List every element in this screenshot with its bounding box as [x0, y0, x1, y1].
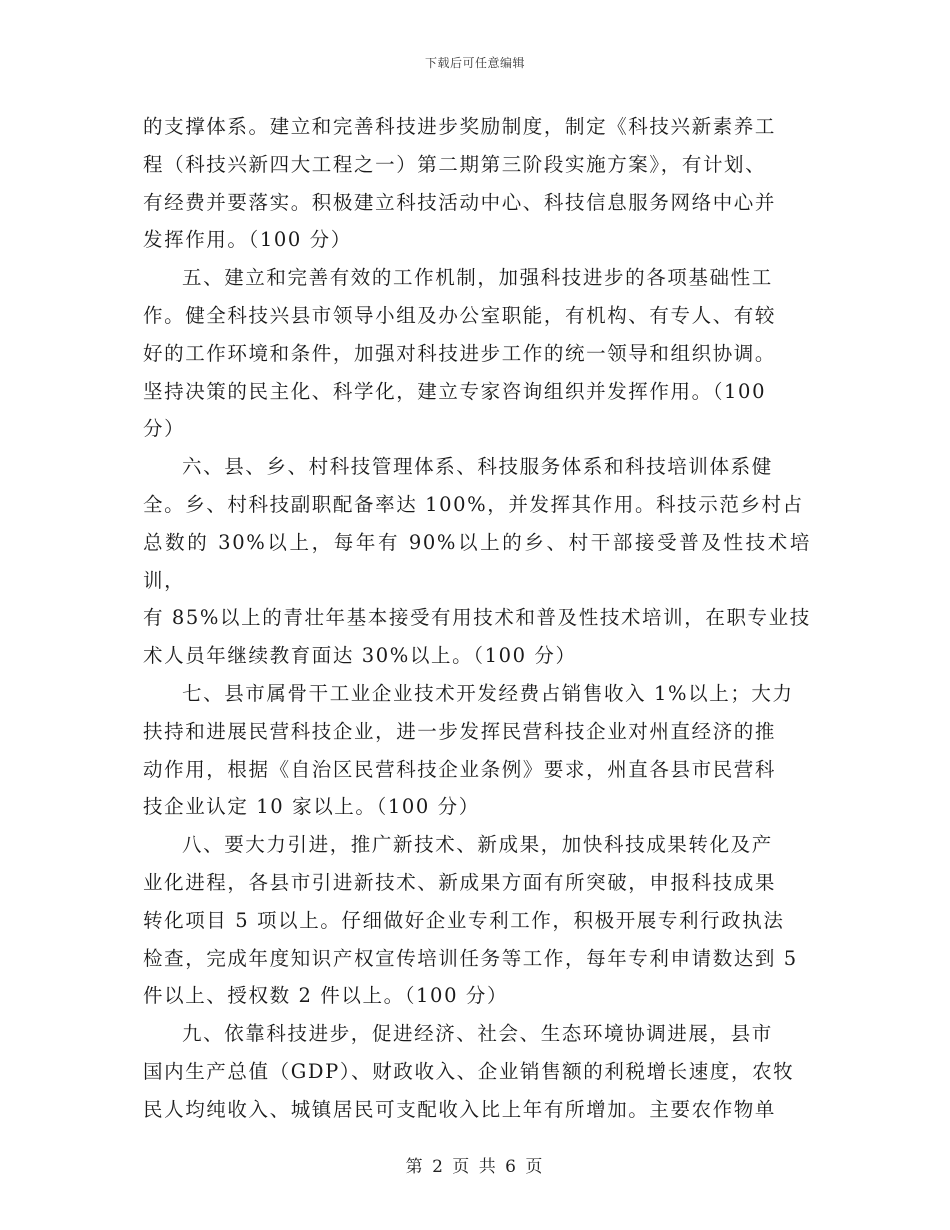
- paragraph-continued: 的支撑体系。建立和完善科技进步奖励制度，制定《科技兴新素养工 程（科技兴新四大工程之一）第二期第三阶段实施方案》，有计划、 有经费并要落实。积极建立科技活动中心、科技信息服务网络中心并 发挥作用。（100 分）: [143, 115, 777, 252]
- paragraph-item-7: 七、县市属骨干工业企业技术开发经费占销售收入 1%以上；大力 扶持和进展民营科技企业，进一步发挥民营科技企业对州直经济的推 动作用，根据《自治区民营科技企业条例》要求，州直各县市民营科 技企业认定 10 家以上。（100 分）: [143, 681, 794, 819]
- document-body: [143, 108, 811, 1129]
- paragraph-item-8: 八、要大力引进，推广新技术、新成果，加快科技成果转化及产 业化进程，各县市引进新技术、新成果方面有所突破，申报科技成果 转化项目 5 项以上。仔细做好企业专利工作，积极开展专利行政执法 检查，完成年度知识产权宣传培训任务等工作，每年专利申请数达到 5 件以上、授权数 2 件以上。（100 分）: [143, 833, 798, 1008]
- page-number: 第 2 页 共 6 页: [405, 1157, 545, 1177]
- paragraph-item-5: 五、建立和完善有效的工作机制，加强科技进步的各项基础性工 作。健全科技兴县市领导小组及办公室职能，有机构、有专人、有较 好的工作环境和条件，加强对科技进步工作的统一领导和组织协调。 坚持决策的民主化、科学化，建立专家咨询组织并发挥作用。（100 分）: [143, 266, 777, 441]
- page-header: 下载后可任意编辑: [424, 56, 525, 70]
- paragraph-item-9: 九、依靠科技进步，促进经济、社会、生态环境协调进展，县市 国内生产总值（GDP）、财政收入、企业销售额的利税增长速度，农牧 民人均纯收入、城镇居民可支配收入比上年有所增加。主要农作物单: [143, 1022, 795, 1121]
- paragraph-item-6: 六、县、乡、村科技管理体系、科技服务体系和科技培训体系健 全。乡、村科技副职配备率达 100%，并发挥其作用。科技示范乡村占 总数的 30%以上，每年有 90%以上的乡、村干部接受普及性技术培训， 有 85%以上的青壮年基本接受有用技术和普及性技术培训，在职专业技 术人员年继续教育面达 30%以上。（100 分）: [143, 455, 811, 668]
